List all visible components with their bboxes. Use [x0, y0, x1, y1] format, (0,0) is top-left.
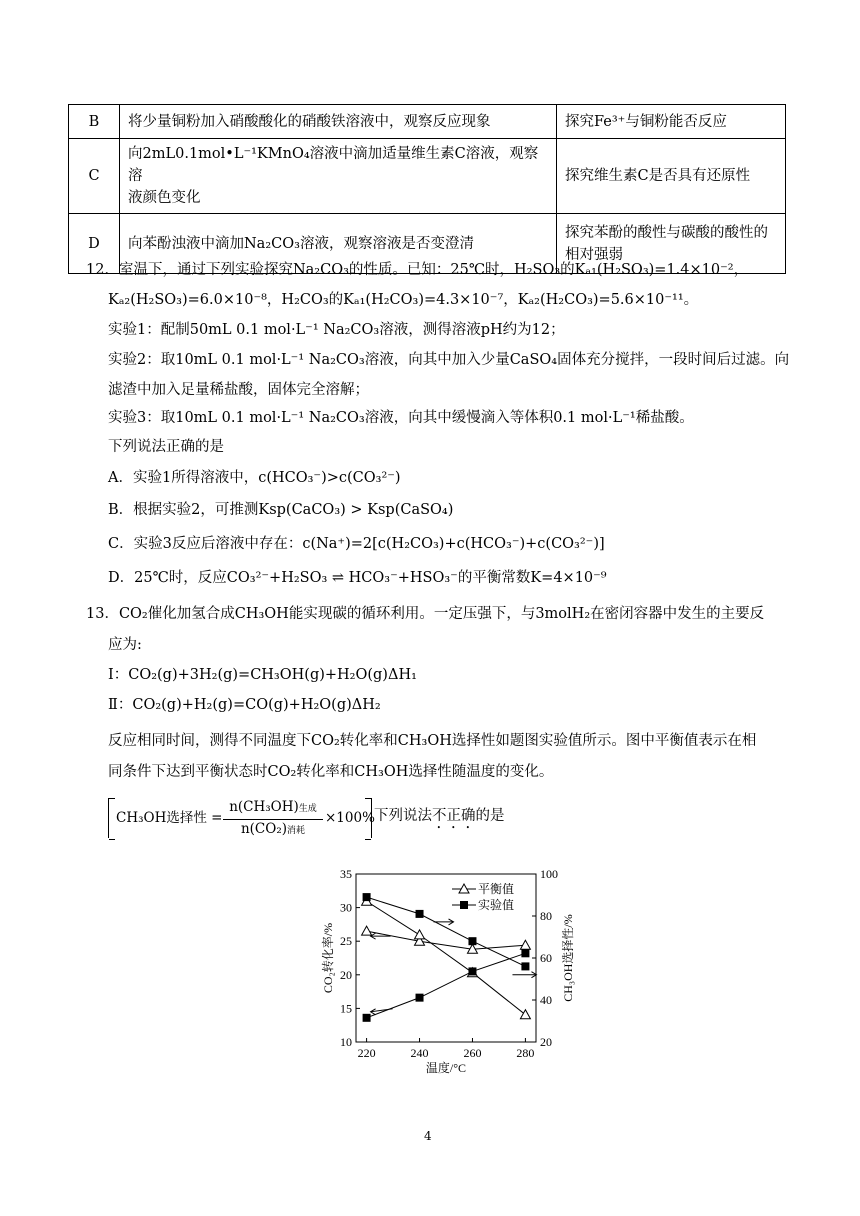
- denominator-subscript: 消耗: [287, 826, 306, 836]
- row-procedure: [120, 139, 557, 214]
- q12-option-c: C．实验3反应后溶液中存在：c(Na⁺)=2[c(H₂CO₃)+c(HCO₃⁻)+c(CO₃²⁻)]: [108, 536, 605, 552]
- q13-stem-line-4: 同条件下达到平衡状态时CO₂转化率和CH₃OH选择性随温度的变化。: [108, 764, 554, 780]
- triangle-point: [362, 926, 372, 935]
- conversion-selectivity-chart: [320, 860, 590, 1082]
- square-point: [521, 949, 529, 957]
- series-line: [367, 953, 526, 1018]
- square-point: [363, 1014, 371, 1022]
- prompt-text: 的是: [475, 808, 505, 824]
- denominator-text: n(CO₂): [240, 821, 288, 837]
- square-point: [468, 937, 476, 945]
- row-procedure: 将少量铜粉加入硝酸酸化的硝酸铁溶液中，观察反应现象: [120, 105, 557, 139]
- square-point: [468, 967, 476, 975]
- selectivity-label: CH₃OH选择性 =: [116, 810, 223, 826]
- series-line: [367, 931, 526, 949]
- prompt-emphasis: 不正确: [432, 808, 476, 824]
- q12-stem-line-2: Kₐ₂(H₂SO₃)=6.0×10⁻⁸，H₂CO₃的Kₐ₁(H₂CO₃)=4.3×10⁻⁷，Kₐ₂(H₂CO₃)=5.6×10⁻¹¹。: [108, 292, 699, 308]
- chart-markers: [362, 893, 531, 1022]
- row-procedure-line: 向2mL0.1mol•L⁻¹KMnO₄溶液中滴加适量维生素C溶液，观察溶: [128, 146, 539, 184]
- y-left-tick-label: 20: [340, 967, 352, 982]
- y-right-tick-label: 100: [540, 867, 558, 881]
- row-label: C: [69, 139, 120, 214]
- row-label: D: [69, 214, 120, 274]
- numerator-text: n(CH₃OH): [229, 799, 299, 815]
- triangle-point: [415, 930, 425, 939]
- x-tick-label: 240: [410, 1046, 429, 1060]
- series-line: [367, 901, 526, 1014]
- q12-option-a: A．实验1所得溶液中，c(HCO₃⁻)>c(CO₃²⁻): [108, 470, 401, 486]
- chart-axes: [320, 867, 575, 1075]
- triangle-point: [520, 1010, 530, 1019]
- row-procedure-line: 液颜色变化: [128, 190, 201, 206]
- legend-square: [460, 901, 468, 909]
- row-procedure: 向苯酚浊液中滴加Na₂CO₃溶液，观察溶液是否变澄清: [120, 214, 557, 274]
- q12-experiment-2-line-1: 实验2：取10mL 0.1 mol·L⁻¹ Na₂CO₃溶液，向其中加入少量CaSO₄固体充分搅拌，一段时间后过滤。向: [108, 352, 790, 368]
- square-point: [416, 994, 424, 1002]
- x-tick-label: 220: [357, 1046, 376, 1060]
- square-point: [416, 910, 424, 918]
- x-tick-label: 260: [463, 1046, 482, 1060]
- y-right-tick-label: 20: [540, 1035, 552, 1049]
- x-tick-label: 280: [516, 1046, 535, 1060]
- row-purpose-line: 相对强弱: [565, 246, 623, 263]
- table-row: [69, 139, 786, 214]
- chart-lines: [367, 897, 526, 1018]
- table-row: [69, 105, 786, 139]
- chart-arrows: [371, 919, 537, 1015]
- legend-label: 平衡值: [478, 882, 515, 896]
- row-purpose: 探究维生素C是否具有还原性: [557, 139, 786, 214]
- y-left-axis-label: CO₂转化率/%: [321, 922, 335, 994]
- q12-experiment-3: 实验3：取10mL 0.1 mol·L⁻¹ Na₂CO₃溶液，向其中缓慢滴入等体积0.1 mol·L⁻¹稀盐酸。: [108, 410, 694, 426]
- options-table: [68, 104, 786, 274]
- square-point: [363, 893, 371, 901]
- triangle-point: [520, 940, 530, 949]
- y-right-tick-label: 60: [540, 951, 552, 965]
- q12-option-b: B．根据实验2，可推测Ksp(CaCO₃) > Ksp(CaSO₄): [108, 502, 454, 518]
- row-label: B: [69, 105, 120, 139]
- selectivity-multiplier: ×100%: [325, 810, 375, 826]
- selectivity-denominator: [223, 821, 323, 837]
- q12-experiment-1: 实验1：配制50mL 0.1 mol·L⁻¹ Na₂CO₃溶液，测得溶液pH约为12；: [108, 322, 565, 338]
- y-left-tick-label: 10: [340, 1035, 352, 1049]
- row-purpose-line: 探究苯酚的酸性与碳酸的酸性的: [565, 224, 768, 241]
- y-right-tick-label: 40: [540, 993, 552, 1007]
- q12-prompt: 下列说法正确的是: [108, 439, 224, 455]
- y-left-tick-label: 35: [340, 867, 352, 881]
- fraction-bar: [223, 819, 323, 820]
- square-point: [521, 962, 529, 970]
- q13-reaction-1: Ⅰ：CO₂(g)+3H₂(g)=CH₃OH(g)+H₂O(g)ΔH₁: [108, 667, 417, 683]
- numerator-subscript: 生成: [298, 804, 317, 814]
- row-purpose: 探究Fe³⁺与铜粉能否反应: [557, 105, 786, 139]
- q12-option-d: D．25℃时，反应CO₃²⁻+H₂SO₃ ⇌ HCO₃⁻+HSO₃⁻的平衡常数K=4×10⁻⁹: [108, 570, 607, 586]
- legend-label: 实验值: [478, 898, 515, 912]
- page-number: 4: [424, 1129, 432, 1143]
- q13-prompt: [374, 806, 505, 832]
- y-left-tick-label: 30: [340, 900, 352, 915]
- x-axis-label: 温度/°C: [425, 1061, 467, 1075]
- y-right-axis-label: CH₃OH选择性/%: [561, 914, 575, 1002]
- q13-stem-line-2: 应为:: [108, 637, 142, 653]
- selectivity-numerator: [223, 799, 323, 815]
- chart-legend: [452, 881, 514, 912]
- prompt-text: 下列说法: [374, 808, 432, 824]
- q12-stem-line-1: 12．室温下，通过下列实验探究Na₂CO₃的性质。已知：25℃时，H₂SO₃的Kₐ₁(H₂SO₃)=1.4×10⁻²，: [86, 262, 749, 278]
- q13-stem-line-3: 反应相同时间，测得不同温度下CO₂转化率和CH₃OH选择性如题图实验值所示。图中平衡值表示在相: [108, 733, 757, 749]
- q12-experiment-2-line-2: 滤渣中加入足量稀盐酸，固体完全溶解；: [108, 382, 369, 398]
- y-left-tick-label: 25: [340, 934, 352, 949]
- y-left-tick-label: 15: [340, 1001, 352, 1016]
- q13-reaction-2: Ⅱ：CO₂(g)+H₂(g)=CO(g)+H₂O(g)ΔH₂: [108, 697, 381, 713]
- y-right-tick-label: 80: [540, 909, 552, 923]
- q13-stem-line-1: 13．CO₂催化加氢合成CH₃OH能实现碳的循环利用。一定压强下，与3molH₂在密闭容器中发生的主要反: [86, 606, 765, 622]
